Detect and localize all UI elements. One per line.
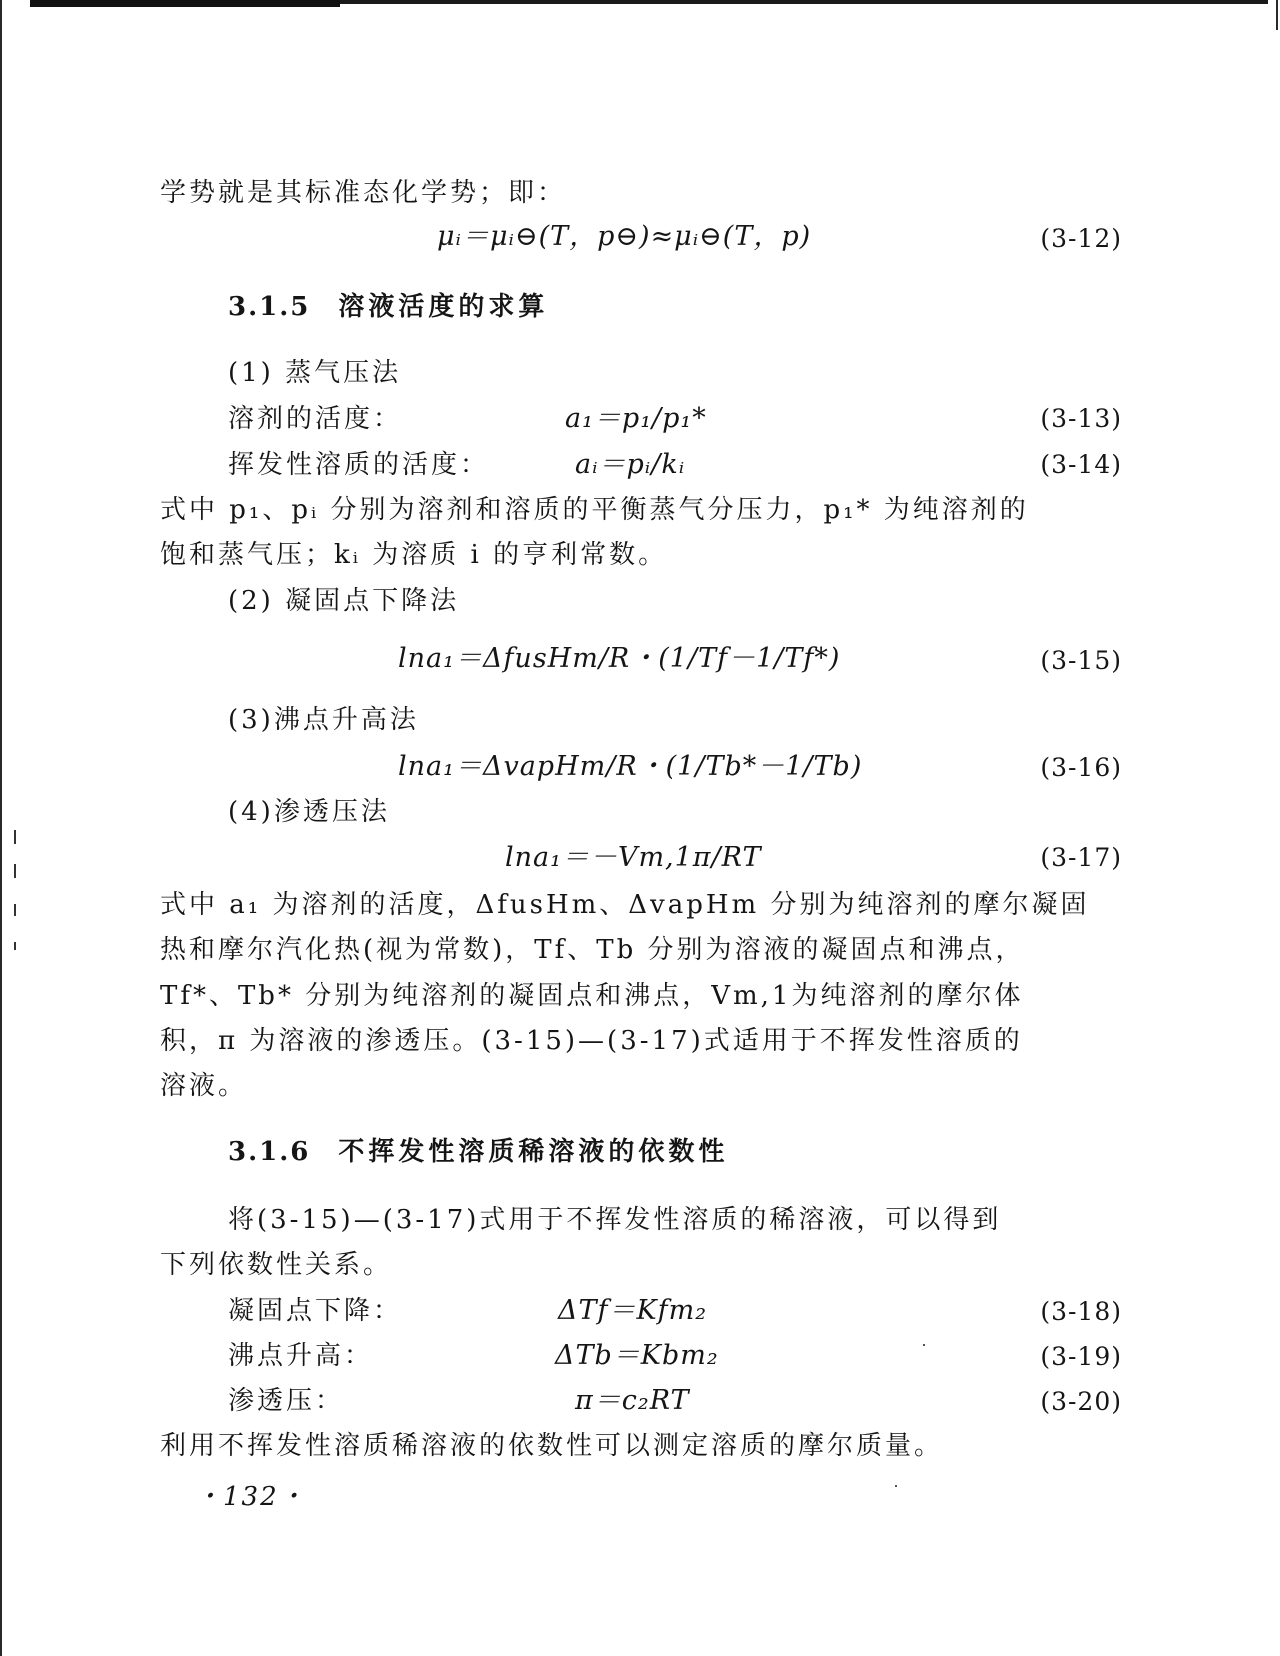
method-heading: (3)沸点升高法 bbox=[228, 705, 419, 735]
text-line: 积，π 为溶液的渗透压。(3-15)—(3-17)式适用于不挥发性溶质的 bbox=[160, 1026, 1023, 1056]
formula-label: 凝固点下降： bbox=[228, 1296, 403, 1326]
margin-tick bbox=[14, 942, 16, 950]
equation-3-14: aᵢ＝pᵢ/kᵢ bbox=[575, 449, 686, 480]
left-page-edge bbox=[0, 0, 2, 1656]
margin-tick bbox=[14, 904, 16, 916]
section-heading-3-1-5 bbox=[228, 292, 548, 322]
equation-3-16: lna₁＝ΔvapHm/R・(1/Tb*－1/Tb) bbox=[398, 751, 863, 782]
text-line: 下列依数性关系。 bbox=[160, 1250, 393, 1280]
margin-tick bbox=[14, 864, 16, 878]
equation-number: (3-16) bbox=[1040, 753, 1122, 782]
method-heading: (2) 凝固点下降法 bbox=[228, 586, 460, 616]
top-rule-thick bbox=[30, 0, 340, 7]
equation-number: (3-14) bbox=[1040, 450, 1122, 479]
text-line: 式中 a₁ 为溶剂的活度，ΔfusHm、ΔvapHm 分别为纯溶剂的摩尔凝固 bbox=[160, 890, 1090, 920]
text-line: 将(3-15)—(3-17)式用于不挥发性溶质的稀溶液，可以得到 bbox=[228, 1205, 1002, 1235]
equation-number: (3-20) bbox=[1040, 1387, 1122, 1416]
section-title: 溶液活度的求算 bbox=[338, 292, 549, 322]
equation-3-17: lna₁＝－Vm,1π/RT bbox=[505, 842, 762, 873]
equation-number: (3-17) bbox=[1040, 843, 1122, 872]
scan-speck bbox=[923, 1344, 925, 1346]
formula-label: 溶剂的活度： bbox=[228, 404, 403, 434]
formula-label: 渗透压： bbox=[228, 1386, 345, 1416]
equation-number: (3-13) bbox=[1040, 404, 1122, 433]
equation-3-12: μᵢ＝μᵢ⊖(T，p⊖)≈μᵢ⊖(T，p) bbox=[437, 221, 812, 252]
equation-number: (3-12) bbox=[1040, 224, 1122, 253]
right-page-edge bbox=[1276, 0, 1278, 30]
text-line: Tf*、Tb* 分别为纯溶剂的凝固点和沸点，Vm,1为纯溶剂的摩尔体 bbox=[160, 981, 1024, 1011]
section-number: 3.1.6 bbox=[228, 1137, 311, 1167]
equation-3-18: ΔTf＝Kfm₂ bbox=[558, 1295, 708, 1326]
equation-3-19: ΔTb＝Kbm₂ bbox=[555, 1340, 719, 1371]
margin-tick bbox=[14, 830, 16, 844]
formula-label: 沸点升高： bbox=[228, 1341, 374, 1371]
formula-label: 挥发性溶质的活度： bbox=[228, 450, 490, 480]
text-line: 利用不挥发性溶质稀溶液的依数性可以测定溶质的摩尔质量。 bbox=[160, 1431, 944, 1461]
method-heading: (1) 蒸气压法 bbox=[228, 358, 402, 388]
scan-speck bbox=[895, 1485, 897, 1487]
method-heading: (4)渗透压法 bbox=[228, 797, 390, 827]
text-line: 学势就是其标准态化学势；即： bbox=[160, 178, 567, 208]
text-line: 溶液。 bbox=[160, 1071, 248, 1101]
equation-3-20: π＝c₂RT bbox=[575, 1385, 690, 1416]
text-line: 热和摩尔汽化热(视为常数)，Tf、Tb 分别为溶液的凝固点和沸点， bbox=[160, 935, 1025, 965]
section-heading-3-1-6 bbox=[228, 1137, 728, 1167]
equation-3-15: lna₁＝ΔfusHm/R・(1/Tf－1/Tf*) bbox=[398, 643, 841, 674]
section-number: 3.1.5 bbox=[228, 292, 311, 322]
text-line: 饱和蒸气压；kᵢ 为溶质 i 的亨利常数。 bbox=[160, 540, 668, 570]
equation-number: (3-19) bbox=[1040, 1342, 1122, 1371]
equation-3-13: a₁＝p₁/p₁* bbox=[565, 403, 707, 434]
equation-number: (3-15) bbox=[1040, 646, 1122, 675]
equation-number: (3-18) bbox=[1040, 1297, 1122, 1326]
page-number: ・132・ bbox=[195, 1482, 307, 1512]
section-title: 不挥发性溶质稀溶液的依数性 bbox=[338, 1137, 729, 1167]
text-line: 式中 p₁、pᵢ 分别为溶剂和溶质的平衡蒸气分压力，p₁* 为纯溶剂的 bbox=[160, 495, 1029, 525]
